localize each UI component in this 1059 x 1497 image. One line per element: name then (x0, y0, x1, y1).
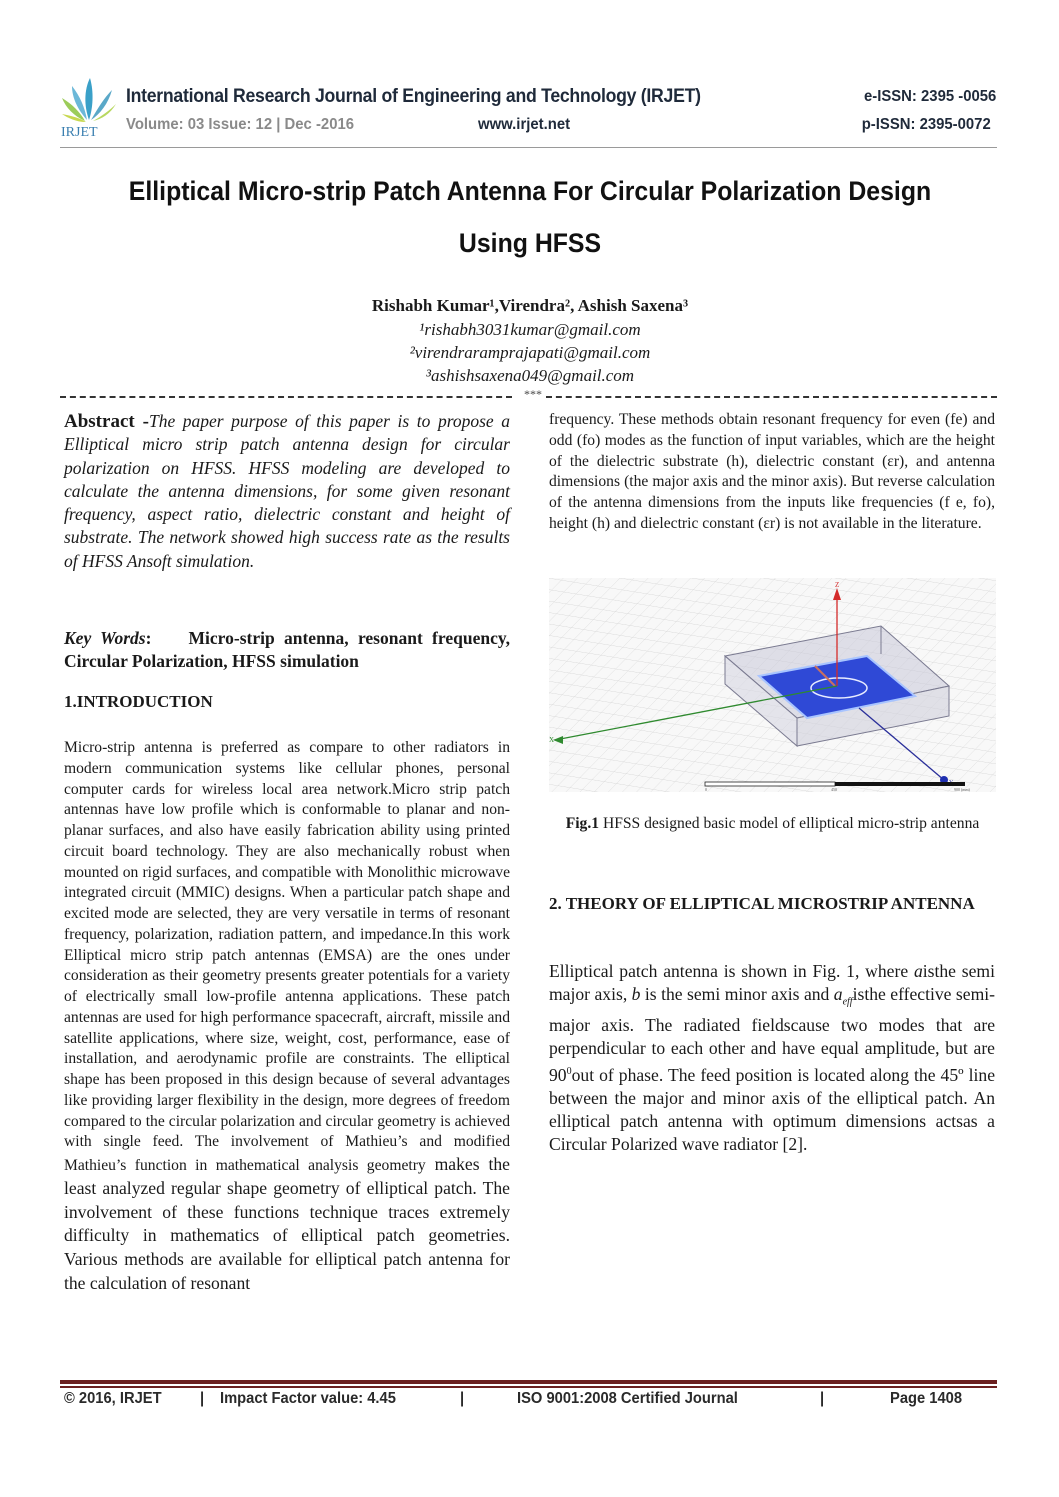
volume-issue: Volume: 03 Issue: 12 | Dec -2016 (126, 116, 355, 133)
var-a: a (913, 961, 923, 981)
introduction-text: Micro-strip antenna is preferred as compare to other radiators in modern communication systems like cellular phones, personal computer cards for wireless local area network.Micro strip patch antennas have low profile which is conformable to planar and non-planar surfaces, and also have easily fabrication ability using printed circuit board technology. They are also mechanically robust when mounted on rigid surfaces, and compatible with Monolithic microwave integrated circuit (MMIC) designs. When a particular patch shape and excited mode are selected, they are very versatile in terms of resonant frequency, polarization, radiation pattern, and impedance.In this work Elliptical micro strip patch antennas (EMSA) are the ones under consideration as their geometry presents greater potentials for a variety of electrically small low-profile antenna applications. These patch antennas are used for high performance spacecraft, aircraft, missile and satellite applications, where size, weight, cost, performance, ease of installation, and aerodynamic profile are constraints. The elliptical shape has been proposed in this design because of several advantages like providing larger flexibility in the design, more degrees of freedom compared to the circular polarization and circular geometry is achieved with single feed. The involvement of Mathieu’s and modified Mathieu’s function in mathematical analysis geometry (64, 739, 510, 1174)
keywords-label: Key Words (64, 628, 146, 648)
authors: Rishabh Kumar¹,Virendra², Ashish Saxena³ (371, 296, 689, 315)
theory-body (549, 960, 995, 1156)
author-email-1[interactable]: ¹rishabh3031kumar@gmail.com (419, 320, 641, 339)
abstract-text: The paper purpose of this paper is to propose a Elliptical micro strip patch antenna design for circular polarization on HFSS. HFSS modeling are developed to calculate the antenna dimensions, for some given resonant frequency, aspect ratio, dielectric constant and height of substrate. The network showed high success rate as the results of HFSS Ansoft simulation. (64, 411, 510, 571)
footer-copyright: © 2016, IRJET (64, 1390, 162, 1407)
keywords-text: Micro-strip antenna, resonant frequency, Circular Polarization, HFSS simulation (64, 628, 510, 671)
header-rule (60, 147, 997, 148)
figure-caption (549, 813, 996, 834)
introduction-text-cont: makes the least analyzed regular shape geometry of elliptical patch. The involvement of these functions technique traces extremely difficulty in mathematics of elliptical patch geometries. Various methods are available for elliptical patch antenna for the calculation of resonant (64, 1154, 510, 1293)
introduction-heading: 1.INTRODUCTION (64, 692, 213, 711)
author-email-3[interactable]: ³ashishsaxena049@gmail.com (425, 366, 635, 385)
hfss-3d-model (549, 578, 996, 792)
theory-text-3: is the semi minor axis and (640, 984, 834, 1005)
abstract (64, 410, 510, 573)
irjet-logo (60, 76, 118, 138)
footer-separator: | (460, 1390, 465, 1407)
theory-text-1: Elliptical patch antenna is shown in Fig. 1, where (549, 961, 914, 981)
footer-impact-factor: Impact Factor value: 4.45 (220, 1390, 396, 1407)
theory-text-4: isthe effective semi-major axis. The radiated fieldscause two modes that are perpendicular to each other and have equal amplitude, but are 90 (549, 984, 996, 1085)
leaf-icon (62, 78, 116, 122)
footer-certification: ISO 9001:2008 Certified Journal (517, 1390, 738, 1407)
degree-mark: 0 (566, 1065, 572, 1077)
svg-text:450: 450 (831, 787, 837, 792)
continued-paragraph: frequency. These methods obtain resonant frequency for even (fe) and odd (fo) modes as the function of input variables, which are the height of the dielectric substrate (h), dielectric constant (εr), and antenna dimensions (the major axis and the minor axis). But reverse calculation of the antenna dimensions from the inputs like frequencies (f e, fo), height (h) and dielectric constant (εr) is not available in the literature. (549, 411, 995, 532)
theory-text-2: isthe semi major axis, (549, 961, 995, 1005)
svg-text:Z: Z (835, 581, 840, 589)
var-aeff-subscript: eff (842, 996, 853, 1008)
introduction-body (64, 738, 510, 1296)
svg-text:IRJET: IRJET (61, 125, 98, 138)
keywords (64, 627, 510, 673)
journal-website[interactable]: www.irjet.net (478, 116, 571, 133)
svg-text:0: 0 (705, 787, 707, 792)
divider-stars: *** (524, 387, 542, 401)
theory-text-5: out of phase. The feed position is located along the 45º line between the major and minor axis of the elliptical patch. An elliptical patch antenna with optimum dimensions actsas a Circular Polarized wave radiator [2]. (549, 1064, 995, 1155)
var-aeff: a (833, 984, 843, 1005)
footer-separator: | (820, 1390, 825, 1407)
keywords-sep: : (145, 628, 152, 648)
author-email-2[interactable]: ²virendraramprajapati@gmail.com (409, 343, 651, 362)
footer-rule-thick (60, 1380, 997, 1384)
abstract-label: Abstract - (64, 411, 149, 432)
footer-page-number: Page 1408 (890, 1390, 963, 1407)
figure-hfss-model (549, 578, 996, 792)
svg-text:X: X (549, 736, 555, 744)
footer-rule-thin (60, 1386, 997, 1388)
paper-title-line2: Using HFSS (458, 228, 602, 258)
p-issn: p-ISSN: 2395-0072 (861, 116, 991, 133)
theory-heading: 2. THEORY OF ELLIPTICAL MICROSTRIP ANTENNA (549, 894, 975, 913)
figure-label: Fig.1 (565, 815, 600, 832)
journal-title: International Research Journal of Engineering and Technology (IRJET) (126, 86, 701, 107)
var-b: b (631, 984, 641, 1005)
paper-title-line1: Elliptical Micro-strip Patch Antenna For Circular Polarization Design (128, 176, 932, 206)
figure-caption-text: HFSS designed basic model of elliptical micro-strip antenna (599, 815, 980, 832)
section-divider (60, 389, 997, 401)
e-issn: e-ISSN: 2395 -0056 (863, 88, 996, 105)
svg-text:900 (mm): 900 (mm) (954, 787, 970, 792)
footer-separator: | (200, 1390, 205, 1407)
